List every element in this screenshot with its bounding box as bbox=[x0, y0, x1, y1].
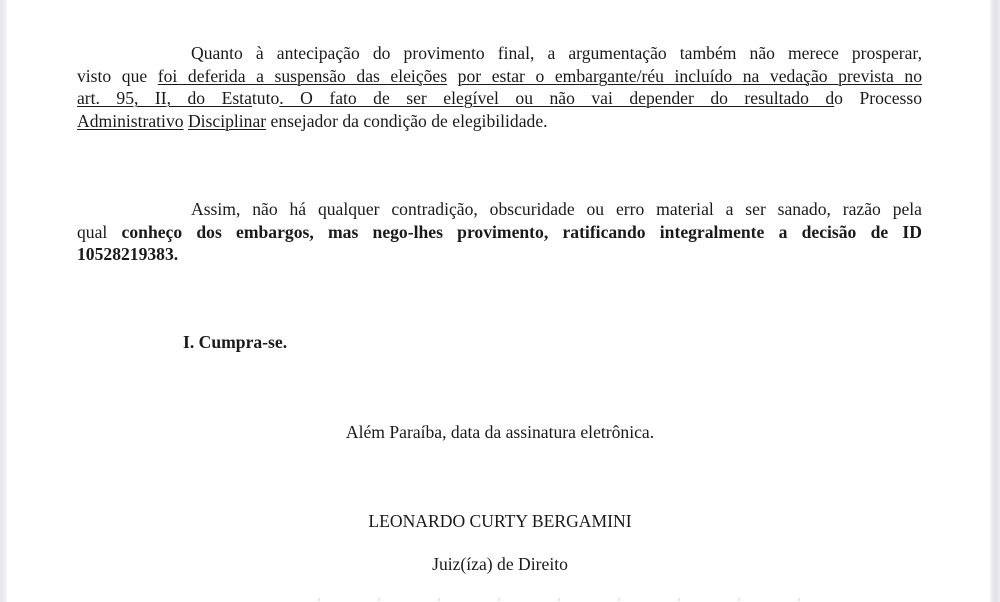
signer-role: Juiz(íza) de Direito bbox=[432, 554, 568, 574]
paragraph-antecipacao bbox=[77, 42, 922, 132]
text-span: tuto bbox=[251, 88, 280, 108]
text-span: qual bbox=[77, 221, 122, 242]
bold-text: conheço dos embargos, mas nego-lhes provimento, ratificando integralmente a decisão de ID bbox=[121, 221, 922, 242]
signer-name: LEONARDO CURTY BERGAMINI bbox=[368, 511, 632, 531]
order-cumpra-se: I. Cumpra-se. bbox=[183, 332, 288, 352]
text-span: Quanto à antecipação do provimento final, a argumentação também não merece prosperar, bbox=[191, 43, 922, 63]
paragraph-line bbox=[77, 65, 922, 88]
paragraph-conclusao bbox=[77, 198, 922, 266]
text-span: o Processo bbox=[834, 88, 923, 108]
paragraph-line bbox=[77, 87, 922, 110]
text-span bbox=[447, 66, 458, 86]
underlined-text: Disciplinar bbox=[187, 110, 267, 131]
text-span: visto que bbox=[77, 65, 158, 86]
paragraph-line bbox=[77, 198, 922, 221]
text-span: Assim, não há qualquer contradição, obscuridade ou erro material a ser sanado, razão pela bbox=[191, 199, 922, 219]
place-date: Além Paraíba, data da assinatura eletrônica. bbox=[345, 422, 655, 442]
paragraph-line bbox=[77, 221, 922, 244]
text-span: ensejador da condição de elegibilidade. bbox=[266, 110, 548, 131]
underlined-text: por estar o embargante/réu incluído na vedação prevista no bbox=[457, 65, 922, 86]
underlined-text: Administrativo bbox=[77, 110, 184, 131]
paragraph-line bbox=[77, 243, 922, 266]
paragraph-line bbox=[77, 110, 922, 133]
underlined-text: foi deferida a suspensão das eleições bbox=[157, 65, 448, 86]
underlined-text: . O fato de ser elegível ou não vai depender do resultado d bbox=[279, 88, 835, 108]
decision-id: 10528219383. bbox=[77, 244, 179, 264]
paragraph-line bbox=[77, 42, 922, 65]
cut-off-text-line bbox=[300, 598, 800, 601]
underlined-text: art. 95, II, do Esta bbox=[77, 88, 252, 108]
